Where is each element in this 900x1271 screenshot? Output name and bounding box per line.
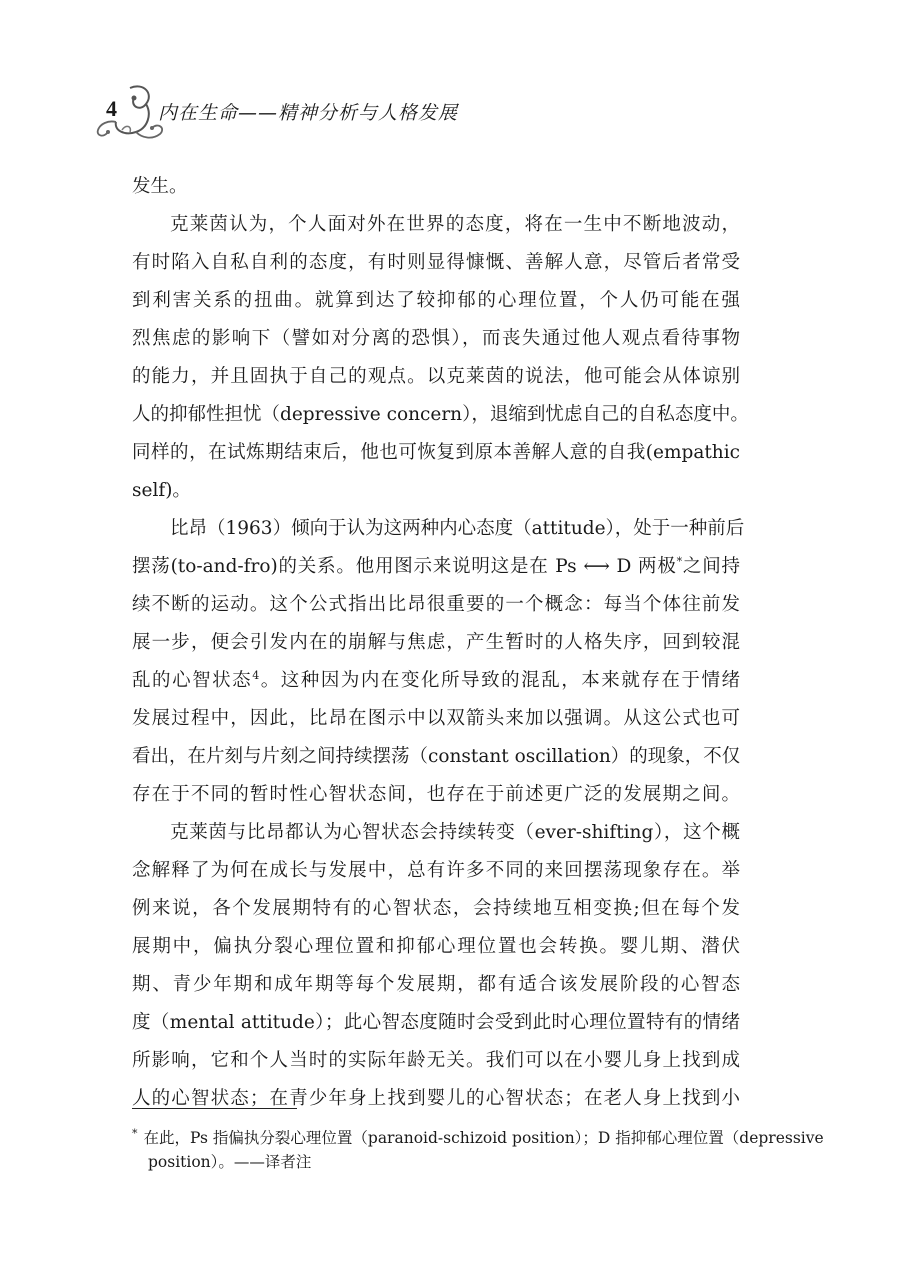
text-line: 例来说，各个发展期特有的心智状态，会持续地互相变换;但在每个发 (132, 898, 740, 919)
text-line: 度（mental attitude）；此心智态度随时会受到此时心理位置特有的情绪 (132, 1012, 740, 1033)
text-line: 到利害关系的扭曲。就算到达了较抑郁的心理位置，个人仍可能在强 (132, 290, 740, 311)
text-line: 所影响，它和个人当时的实际年龄无关。我们可以在小婴儿身上找到成 (132, 1050, 740, 1071)
running-header (92, 80, 512, 150)
text-line: 发生。 (132, 176, 188, 197)
paragraph-4 (132, 814, 740, 1118)
main-text (132, 168, 749, 1118)
footnote-line: position）。——译者注 (148, 1153, 312, 1171)
text-line (132, 662, 740, 700)
text-line: 的能力，并且固执于自己的观点。以克莱茵的说法，他可能会从体谅别 (132, 366, 740, 387)
text-segment: 。这种因为内在变化所导致的混乱，本来就存在于情绪 (259, 670, 740, 691)
text-line: 人的抑郁性担忧（depressive concern），退缩到忧虑自己的自私态度中。 (132, 404, 749, 425)
footnote-text: 在此，Ps 指偏执分裂心理位置（paranoid-schizoid position）；D 指抑郁心理位置（depressive (143, 1129, 824, 1147)
footnote-star: * (132, 1127, 138, 1140)
running-title: 内在生命——精神分析与人格发展 (158, 102, 459, 124)
text-line: 有时陷入自私自利的态度，有时则显得慷慨、善解人意，尽管后者常受 (132, 252, 740, 273)
text-line: 烈焦虑的影响下（譬如对分离的恐惧），而丧失通过他人观点看待事物 (132, 328, 740, 349)
text-line: 比昂（1963）倾向于认为这两种内心态度（attitude），处于一种前后 (170, 518, 745, 539)
text-line: 存在于不同的暂时性心智状态间，也存在于前述更广泛的发展期之间。 (132, 784, 740, 805)
text-segment: 之间持 (682, 556, 740, 577)
text-line: 发展过程中，因此，比昂在图示中以双箭头来加以强调。从这公式也可 (132, 708, 740, 729)
paragraph-2 (132, 206, 749, 510)
paragraph-3 (132, 510, 745, 814)
text-segment: 摆荡(to-and-fro)的关系。他用图示来说明这是在 Ps ⟷ D 两极 (132, 556, 677, 577)
text-line: 人的心智状态；在青少年身上找到婴儿的心智状态；在老人身上找到小 (132, 1088, 740, 1109)
footnote-line (132, 1120, 824, 1148)
text-line: 念解释了为何在成长与发展中，总有许多不同的来回摆荡现象存在。举 (132, 860, 740, 881)
text-line: 克莱茵与比昂都认为心智状态会持续转变（ever-shifting），这个概 (170, 822, 740, 843)
text-line: 期、青少年期和成年期等每个发展期，都有适合该发展阶段的心智态 (132, 974, 740, 995)
footnote-divider (132, 1108, 297, 1109)
text-line: 看出，在片刻与片刻之间持续摆荡（constant oscillation）的现象，不仅 (132, 746, 741, 767)
text-line: 克莱茵认为，个人面对外在世界的态度，将在一生中不断地波动， (170, 214, 740, 235)
text-line: self)。 (132, 480, 191, 501)
footnote-marker: * (676, 554, 683, 568)
text-line: 展一步，便会引发内在的崩解与焦虑，产生暂时的人格失序，回到较混 (132, 632, 740, 653)
page-number: 4 (106, 96, 117, 121)
endnote-marker: 4 (252, 668, 260, 682)
paragraph-1 (132, 168, 740, 206)
text-segment: 乱的心智状态 (132, 670, 253, 691)
text-line (132, 548, 740, 586)
footnote (132, 1120, 824, 1176)
text-line: 续不断的运动。这个公式指出比昂很重要的一个概念：每当个体往前发 (132, 594, 740, 615)
text-line: 同样的，在试炼期结束后，他也可恢复到原本善解人意的自我(empathic (132, 442, 740, 463)
text-line: 展期中，偏执分裂心理位置和抑郁心理位置也会转换。婴儿期、潜伏 (132, 936, 740, 957)
